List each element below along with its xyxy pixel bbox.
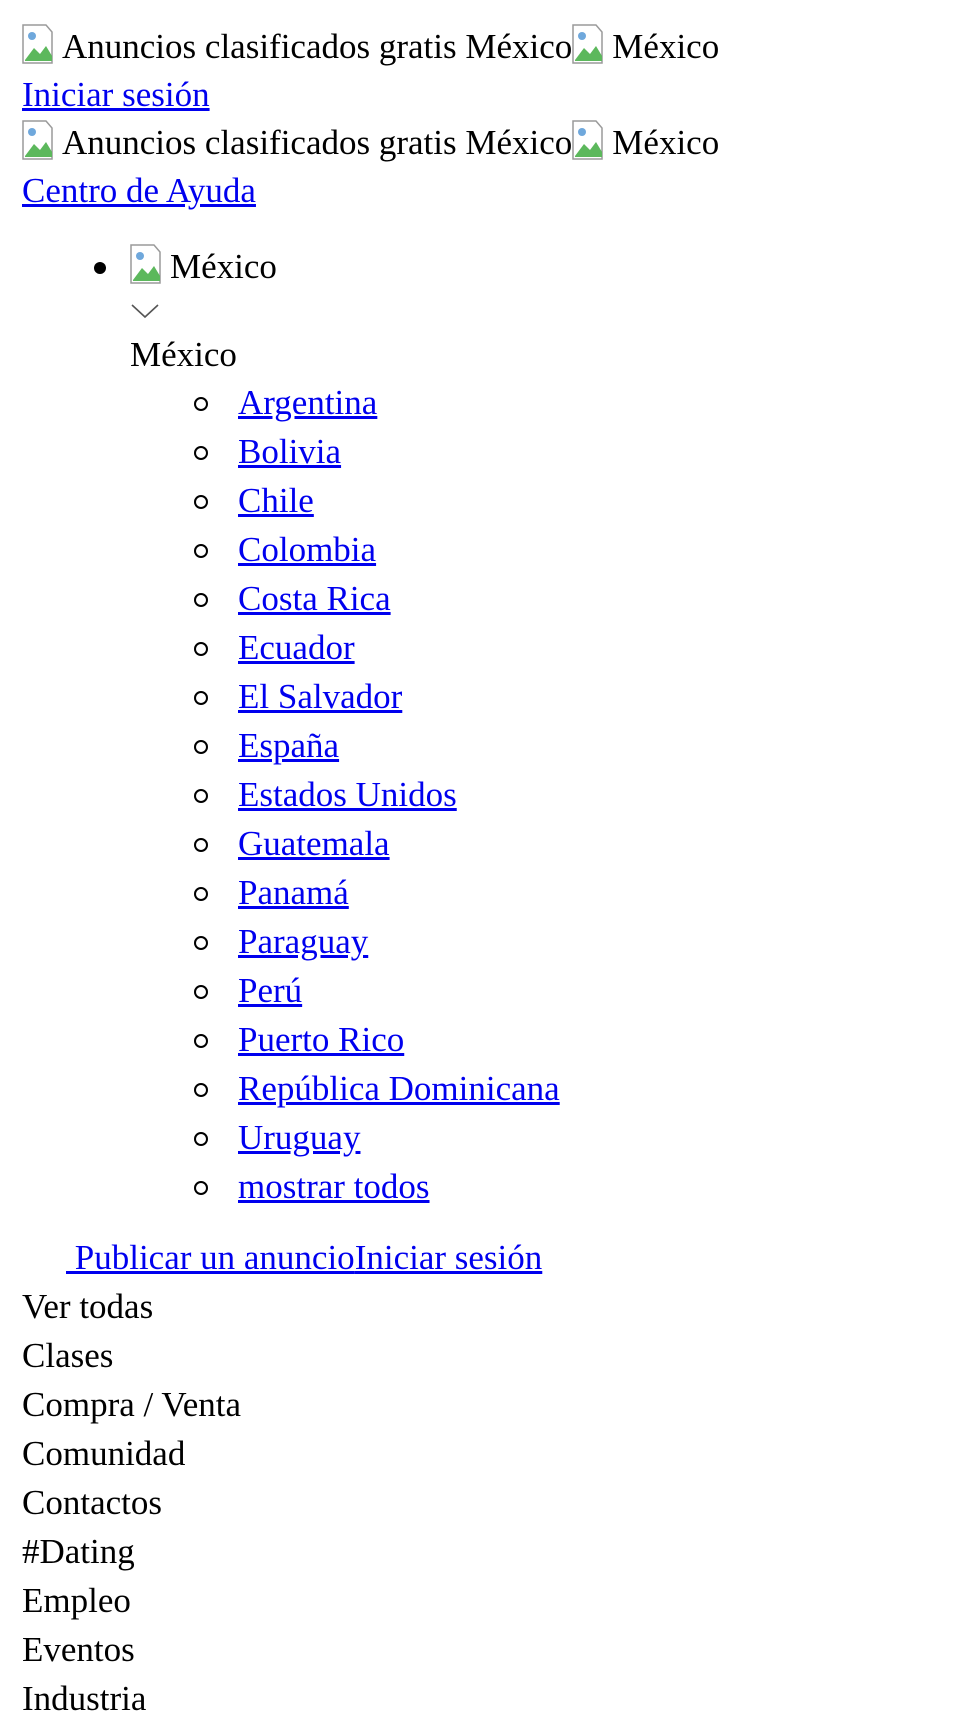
page [22,22,962,1723]
list-bullet [194,789,208,803]
country-list-item [238,770,962,819]
country-list-item [238,574,962,623]
category-list [22,1282,962,1723]
category-item-classes[interactable]: Clases [22,1336,114,1375]
broken-image-icon [22,24,62,64]
country-list-item [238,966,962,1015]
country-link[interactable]: Ecuador [238,628,355,667]
country-link[interactable]: Chile [238,481,314,520]
list-bullet [194,936,208,950]
country-link[interactable]: Bolivia [238,432,342,471]
country-list-item [238,378,962,427]
current-country-label: México [130,335,237,374]
country-flag-alt-text[interactable]: México [612,123,720,162]
spacer [22,1211,962,1233]
list-bullet [194,1083,208,1097]
country-list-item [238,819,962,868]
country-link[interactable]: España [238,726,340,765]
country-list-item [238,1162,962,1211]
country-link[interactable]: Costa Rica [238,579,391,618]
country-list-item [238,1064,962,1113]
list-bullet [194,397,208,411]
country-flag-alt-text[interactable]: México [612,27,720,66]
list-bullet [194,1034,208,1048]
country-selector [22,242,962,1211]
broken-image-icon [22,120,62,160]
list-bullet [194,544,208,558]
country-link[interactable]: Argentina [238,383,378,422]
chevron-down-icon[interactable] [130,290,962,330]
country-list-item [238,1113,962,1162]
broken-image-icon [572,120,612,160]
logo-alt-text[interactable]: Anuncios clasificados gratis México [62,27,573,66]
help-row [22,166,962,214]
login-link[interactable]: Iniciar sesión [22,75,210,114]
country-list-item [238,525,962,574]
list-bullet [194,1132,208,1146]
publish-ad-link[interactable]: Publicar un anuncio [66,1238,355,1277]
country-link[interactable]: Perú [238,971,303,1010]
list-bullet [194,495,208,509]
country-selector-item [130,242,962,1211]
category-item-events[interactable]: Eventos [22,1630,135,1669]
country-list-item [238,623,962,672]
country-link[interactable]: Puerto Rico [238,1020,405,1059]
country-link[interactable]: Uruguay [238,1118,361,1157]
category-item-buy-sell[interactable]: Compra / Venta [22,1385,242,1424]
actions-row [22,1233,962,1282]
list-bullet [194,838,208,852]
broken-image-icon [572,24,612,64]
login-link-secondary[interactable]: Iniciar sesión [354,1238,543,1277]
category-item-community[interactable]: Comunidad [22,1434,186,1473]
category-item-contacts[interactable]: Contactos [22,1483,162,1522]
list-bullet [194,1181,208,1195]
list-bullet [194,985,208,999]
list-bullet [194,740,208,754]
show-all-countries-link[interactable]: mostrar todos [238,1167,430,1206]
country-list-item [238,721,962,770]
current-country-flag-alt: México [170,247,277,286]
list-bullet [194,446,208,460]
country-link[interactable]: Estados Unidos [238,775,457,814]
country-list [130,378,962,1211]
logo-alt-text[interactable]: Anuncios clasificados gratis México [62,123,573,162]
category-item-all[interactable]: Ver todas [22,1287,154,1326]
list-bullet [194,593,208,607]
category-item-dating[interactable]: #Dating [22,1532,135,1571]
country-list-item [238,868,962,917]
country-list-item [238,917,962,966]
country-link[interactable]: Paraguay [238,922,369,961]
country-link[interactable]: Guatemala [238,824,390,863]
broken-image-icon [130,244,170,284]
current-country[interactable] [130,242,962,290]
spacer [22,214,962,242]
header-logo-row [22,22,962,70]
country-link[interactable]: Colombia [238,530,377,569]
country-list-item [238,672,962,721]
country-list-item [238,427,962,476]
help-center-link[interactable]: Centro de Ayuda [22,171,256,210]
country-list-item [238,1015,962,1064]
country-link[interactable]: El Salvador [238,677,403,716]
list-bullet [194,691,208,705]
list-bullet [194,887,208,901]
category-item-jobs[interactable]: Empleo [22,1581,131,1620]
country-link[interactable]: Panamá [238,873,349,912]
login-row [22,70,962,118]
category-item-industry[interactable]: Industria [22,1679,147,1718]
country-link[interactable]: República Dominicana [238,1069,560,1108]
list-bullet [94,262,106,274]
list-bullet [194,642,208,656]
country-list-item [238,476,962,525]
header-logo-row-secondary [22,118,962,166]
